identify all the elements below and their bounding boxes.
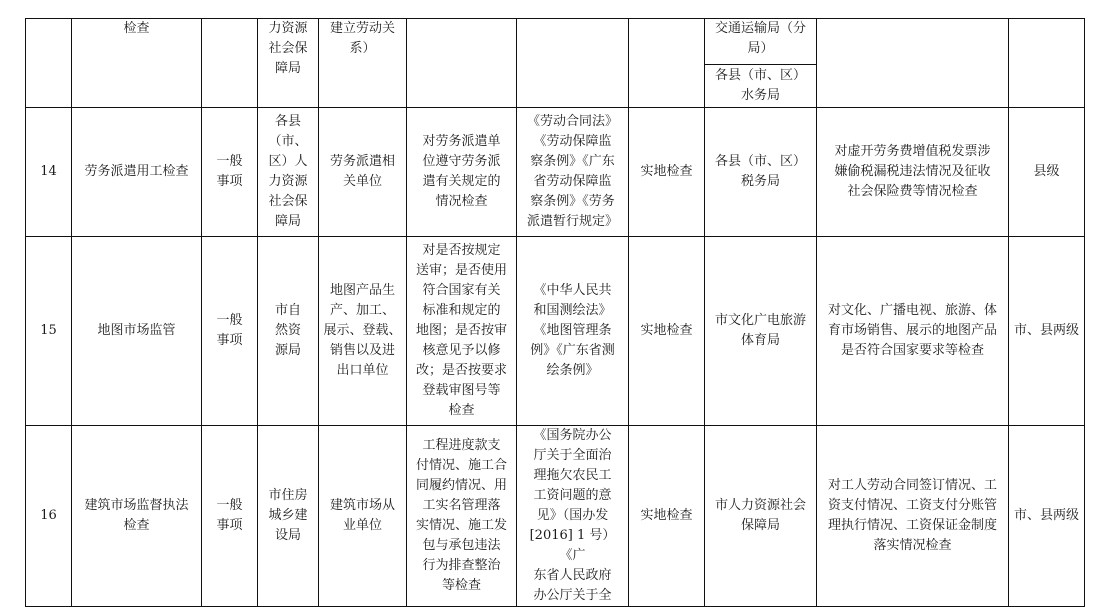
basis-cell: 《国务院办公 厅关于全面治 理拖欠农民工 工资问题的意 见》（国办发 [2016] 1 号）《广 东省人民政府 办公厅关于全 <box>517 426 629 607</box>
content-cell: 工程进度款支 付情况、施工合 同履约情况、用 工实名管理落 实情况、施工发 包与承包违法 行为排查整治 等检查 <box>407 426 517 607</box>
item-cell: 地图市场监管 <box>72 237 202 426</box>
level-cell: 县级 <box>1009 108 1085 237</box>
content-cell: 对是否按规定 送审；是否使用 符合国家有关 标准和规定的 地图；是否按审 核意见予以修 改；是否按要求 登载审图号等 检查 <box>407 237 517 426</box>
category-cell: 一般 事项 <box>202 426 258 607</box>
method-cell: 实地检查 <box>629 108 705 237</box>
object-cell: 地图产品生 产、加工、 展示、登载、 销售以及进 出口单位 <box>319 237 407 426</box>
inspection-table <box>25 18 1085 607</box>
basis-cell <box>517 19 629 108</box>
coop-dept-cell: 各县（市、区） 水务局 <box>705 64 817 108</box>
method-cell: 实地检查 <box>629 237 705 426</box>
joint-content-cell: 对虚开劳务费增值税发票涉 嫌偷税漏税违法情况及征收 社会保险费等情况检查 <box>817 108 1009 237</box>
dept-cell: 各县 （市、 区）人 力资源 社会保 障局 <box>258 108 319 237</box>
item-cell: 检查 <box>72 19 202 108</box>
basis-cell: 《中华人民共 和国测绘法》 《地图管理条 例》《广东省测 绘条例》 <box>517 237 629 426</box>
joint-content-cell: 对工人劳动合同签订情况、工 资支付情况、工资支付分账管 理执行情况、工资保证金制度 落实情况检查 <box>817 426 1009 607</box>
item-cell: 建筑市场监督执法 检查 <box>72 426 202 607</box>
coop-dept-cell: 市文化广电旅游 体育局 <box>705 237 817 426</box>
category-cell: 一般 事项 <box>202 108 258 237</box>
row-number-cell <box>26 19 72 108</box>
table-row <box>26 237 1085 426</box>
object-cell: 劳务派遣相 关单位 <box>319 108 407 237</box>
category-cell <box>202 19 258 108</box>
table-row <box>26 426 1085 607</box>
method-cell <box>629 19 705 108</box>
dept-cell: 力资源 社会保 障局 <box>258 19 319 108</box>
coop-dept-cell: 各县（市、区） 税务局 <box>705 108 817 237</box>
object-cell: 建筑市场从 业单位 <box>319 426 407 607</box>
table-row <box>26 108 1085 237</box>
row-number-cell: 15 <box>26 237 72 426</box>
coop-dept-cell: 市人力资源社会 保障局 <box>705 426 817 607</box>
content-cell <box>407 19 517 108</box>
method-cell: 实地检查 <box>629 426 705 607</box>
level-cell: 市、县两级 <box>1009 426 1085 607</box>
joint-content-cell <box>817 19 1009 108</box>
object-cell: 建立劳动关 系） <box>319 19 407 108</box>
coop-dept-cell: 交通运输局（分 局） <box>705 19 817 65</box>
level-cell <box>1009 19 1085 108</box>
level-cell: 市、县两级 <box>1009 237 1085 426</box>
row-number-cell: 16 <box>26 426 72 607</box>
basis-cell: 《劳动合同法》 《劳动保障监 察条例》《广东 省劳动保障监 察条例》《劳务 派遣暂行规定》 <box>517 108 629 237</box>
category-cell: 一般 事项 <box>202 237 258 426</box>
dept-cell: 市自 然资 源局 <box>258 237 319 426</box>
content-cell: 对劳务派遣单 位遵守劳务派 遣有关规定的 情况检查 <box>407 108 517 237</box>
item-cell: 劳务派遣用工检查 <box>72 108 202 237</box>
row-number-cell: 14 <box>26 108 72 237</box>
dept-cell: 市住房 城乡建 设局 <box>258 426 319 607</box>
joint-content-cell: 对文化、广播电视、旅游、体 育市场销售、展示的地图产品 是否符合国家要求等检查 <box>817 237 1009 426</box>
table-row <box>26 19 1085 65</box>
